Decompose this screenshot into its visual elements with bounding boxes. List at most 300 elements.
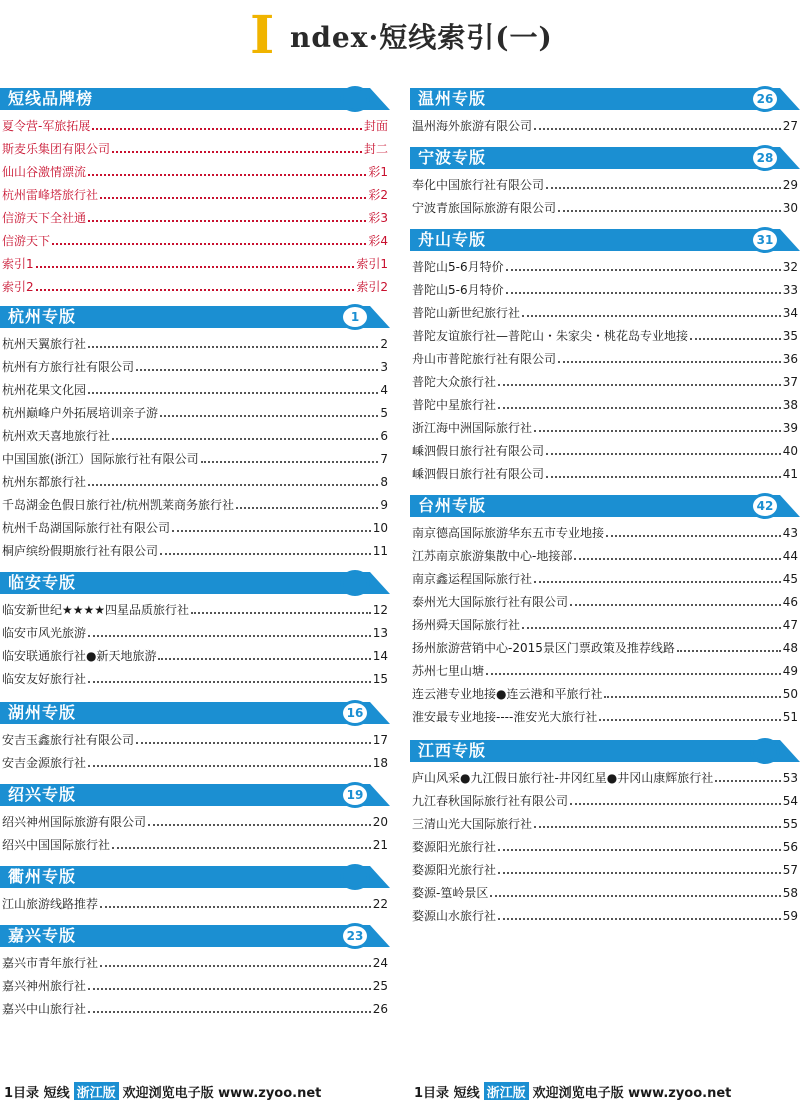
entry-name: 嵊泗假日旅行社有限公司 [412, 467, 545, 481]
leader-dots [604, 696, 780, 698]
entry-page: 29 [782, 177, 798, 192]
index-entry[interactable] [410, 659, 800, 682]
leader-dots [88, 681, 371, 683]
index-entry[interactable] [0, 728, 390, 751]
leader-dots [88, 484, 378, 486]
index-entry[interactable] [410, 114, 800, 137]
page-badge: 42 [750, 493, 780, 519]
index-entry[interactable] [0, 751, 390, 774]
index-entry[interactable] [410, 196, 800, 219]
section [0, 86, 390, 298]
footer-prefix: 1目录 短线 [4, 1085, 70, 1100]
leader-dots [558, 210, 781, 212]
entry-page: 43 [782, 525, 798, 540]
entry-page: 49 [782, 663, 798, 678]
leader-dots [498, 384, 781, 386]
title-text: ndex·短线索引(一) [290, 21, 553, 54]
entry-name: 临安联通旅行社●新天地旅游 [2, 649, 157, 663]
leader-dots [136, 742, 371, 744]
leader-dots [546, 476, 781, 478]
section-header [410, 493, 800, 517]
page-badge [340, 864, 370, 890]
section-header [0, 304, 390, 328]
section [410, 86, 800, 137]
leader-dots [599, 719, 780, 721]
leader-dots [88, 392, 378, 394]
index-entry[interactable] [0, 621, 390, 644]
section-header [0, 864, 390, 888]
section [410, 145, 800, 219]
entry-list [0, 951, 390, 1020]
entry-page: 50 [782, 686, 798, 701]
leader-dots [160, 415, 378, 417]
entry-page: 8 [380, 474, 388, 489]
index-entry[interactable] [410, 439, 800, 462]
leader-dots [112, 151, 362, 153]
entry-page: 34 [782, 305, 798, 320]
leader-dots [522, 627, 781, 629]
entry-name: 泰州光大国际旅行社有限公司 [412, 595, 569, 609]
section-header [410, 86, 800, 110]
entry-page: 索引1 [356, 257, 388, 271]
index-entry[interactable] [0, 275, 390, 298]
entry-page: 15 [372, 671, 388, 686]
index-entry[interactable] [410, 347, 800, 370]
page-badge: 28 [750, 145, 780, 171]
leader-dots [100, 965, 371, 967]
index-entry[interactable] [0, 206, 390, 229]
entry-page: 14 [372, 648, 388, 663]
entry-page: 30 [782, 200, 798, 215]
entry-page: 4 [380, 382, 388, 397]
entry-page: 12 [372, 602, 388, 617]
section [0, 570, 390, 690]
leader-dots [546, 187, 781, 189]
entry-name: 南京德高国际旅游华东五市专业地接 [412, 526, 605, 540]
entry-name: 嘉兴神州旅行社 [2, 979, 87, 993]
leader-dots [606, 535, 781, 537]
entry-page: 40 [782, 443, 798, 458]
page-badge: 1 [340, 304, 370, 330]
entry-page: 彩4 [368, 234, 388, 248]
entry-page: 7 [380, 451, 388, 466]
section-title: 短线品牌榜 [8, 89, 94, 108]
index-entry[interactable] [0, 974, 390, 997]
entry-page: 36 [782, 351, 798, 366]
leader-dots [92, 128, 362, 130]
entry-page: 53 [782, 770, 798, 785]
leader-dots [52, 243, 366, 245]
index-entry[interactable] [410, 766, 800, 789]
index-entry[interactable] [0, 667, 390, 690]
index-entry[interactable] [410, 324, 800, 347]
index-entry[interactable] [0, 401, 390, 424]
section-header [0, 923, 390, 947]
entry-name: 安吉玉鑫旅行社有限公司 [2, 733, 135, 747]
index-entry[interactable] [410, 682, 800, 705]
leader-dots [534, 430, 781, 432]
leader-dots [490, 895, 780, 897]
entry-page: 21 [372, 837, 388, 852]
section-title: 湖州专版 [8, 703, 77, 722]
entry-page: 44 [782, 548, 798, 563]
leader-dots [88, 988, 371, 990]
entry-name: 嵊泗假日旅行社有限公司 [412, 444, 545, 458]
entry-name: 杭州欢天喜地旅行社 [2, 429, 111, 443]
entry-name: 婺源-篁岭景区 [412, 886, 489, 900]
leader-dots [88, 765, 371, 767]
leader-dots [112, 438, 378, 440]
entry-page: 27 [782, 118, 798, 133]
entry-list [0, 728, 390, 774]
entry-name: 中国国旅(浙江）国际旅行社有限公司 [2, 452, 199, 466]
section-header [0, 782, 390, 806]
section [410, 227, 800, 485]
entry-page: 13 [372, 625, 388, 640]
entry-name: 浙江海中洲国际旅行社 [412, 421, 533, 435]
index-entry[interactable] [410, 812, 800, 835]
index-entry[interactable] [0, 493, 390, 516]
leader-dots [570, 803, 781, 805]
index-entry[interactable] [0, 355, 390, 378]
section [0, 782, 390, 856]
page-badge: 16 [340, 700, 370, 726]
section [0, 304, 390, 562]
section-header [0, 700, 390, 724]
entry-page: 10 [372, 520, 388, 535]
footer-left [4, 1082, 321, 1100]
index-entry[interactable] [0, 892, 390, 915]
entry-name: 杭州东都旅行社 [2, 475, 87, 489]
leader-dots [546, 453, 781, 455]
entry-name: 杭州雷峰塔旅行社 [2, 188, 99, 202]
leader-dots [534, 826, 781, 828]
leader-dots [677, 650, 781, 652]
index-entry[interactable] [410, 301, 800, 324]
entry-name: 普陀大众旅行社 [412, 375, 497, 389]
entry-page: 41 [782, 466, 798, 481]
index-entry[interactable] [0, 539, 390, 562]
section-title: 江西专版 [418, 741, 487, 760]
entry-list [410, 766, 800, 927]
entry-page: 58 [782, 885, 798, 900]
index-entry[interactable] [410, 370, 800, 393]
entry-name: 奉化中国旅行社有限公司 [412, 178, 545, 192]
entry-name: 江苏南京旅游集散中心-地接部 [412, 549, 573, 563]
leader-dots [88, 174, 366, 176]
entry-page: 46 [782, 594, 798, 609]
page-badge: 26 [750, 86, 780, 112]
leader-dots [558, 361, 781, 363]
entry-page: 45 [782, 571, 798, 586]
entry-name: 杭州千岛湖国际旅行社有限公司 [2, 521, 171, 535]
entry-name: 桐庐缤纷假期旅行社有限公司 [2, 544, 159, 558]
entry-name: 温州海外旅游有限公司 [412, 119, 533, 133]
section-header [410, 738, 800, 762]
index-entry[interactable] [410, 278, 800, 301]
entry-name: 婺源阳光旅行社 [412, 863, 497, 877]
index-entry[interactable] [410, 462, 800, 485]
entry-page: 47 [782, 617, 798, 632]
entry-name: 普陀友谊旅行社—普陀山・朱家尖・桃花岛专业地接 [412, 329, 689, 343]
index-entry[interactable] [0, 332, 390, 355]
entry-page: 封二 [363, 142, 388, 156]
leader-dots [522, 315, 781, 317]
index-entry[interactable] [0, 810, 390, 833]
leader-dots [534, 581, 781, 583]
entry-page: 25 [372, 978, 388, 993]
entry-name: 绍兴中国国际旅行社 [2, 838, 111, 852]
index-entry[interactable] [410, 705, 800, 728]
entry-page: 封面 [363, 119, 388, 133]
entry-page: 54 [782, 793, 798, 808]
leader-dots [486, 673, 781, 675]
index-entry[interactable] [0, 183, 390, 206]
index-entry[interactable] [410, 567, 800, 590]
right-column [410, 86, 800, 927]
entry-list [0, 810, 390, 856]
entry-list [410, 173, 800, 219]
page-title [0, 6, 800, 66]
entry-name: 婺源山水旅行社 [412, 909, 497, 923]
section [0, 864, 390, 915]
section-title: 宁波专版 [418, 148, 487, 167]
entry-list [0, 114, 390, 298]
entry-page: 33 [782, 282, 798, 297]
leader-dots [506, 269, 781, 271]
entry-page: 6 [380, 428, 388, 443]
section-title: 舟山专版 [418, 230, 487, 249]
section-header [410, 145, 800, 169]
page-badge [340, 570, 370, 596]
entry-page: 彩3 [368, 211, 388, 225]
page-badge [750, 738, 780, 764]
entry-name: 普陀山5-6月特价 [412, 283, 504, 297]
index-entry[interactable] [0, 160, 390, 183]
index-entry[interactable] [410, 255, 800, 278]
section-title: 衢州专版 [8, 867, 77, 886]
entry-page: 3 [380, 359, 388, 374]
entry-name: 斯麦乐集团有限公司 [2, 142, 111, 156]
footer-text: 欢迎浏览电子版 www.zyoo.net [532, 1085, 732, 1100]
entry-name: 嘉兴中山旅行社 [2, 1002, 87, 1016]
leader-dots [690, 338, 781, 340]
index-entry[interactable] [0, 644, 390, 667]
leader-dots [574, 558, 780, 560]
leader-dots [498, 918, 781, 920]
entry-name: 临安新世纪★★★★四星品质旅行社 [2, 603, 190, 617]
entry-name: 索引1 [2, 257, 34, 271]
entry-page: 9 [380, 497, 388, 512]
entry-page: 32 [782, 259, 798, 274]
leader-dots [160, 553, 371, 555]
section-title: 临安专版 [8, 573, 77, 592]
entry-name: 安吉金源旅行社 [2, 756, 87, 770]
entry-page: 彩1 [368, 165, 388, 179]
entry-name: 淮安最专业地接----淮安光大旅行社 [412, 710, 598, 724]
entry-page: 59 [782, 908, 798, 923]
leader-dots [136, 369, 378, 371]
index-entry[interactable] [410, 904, 800, 927]
section-title: 杭州专版 [8, 307, 77, 326]
entry-name: 杭州花果文化园 [2, 383, 87, 397]
entry-name: 婺源阳光旅行社 [412, 840, 497, 854]
index-entry[interactable] [410, 835, 800, 858]
entry-name: 扬州旅游营销中心-2015景区门票政策及推荐线路 [412, 641, 675, 655]
left-column [0, 86, 390, 1020]
leader-dots [570, 604, 781, 606]
footer-text: 欢迎浏览电子版 www.zyoo.net [122, 1085, 322, 1100]
entry-page: 彩2 [368, 188, 388, 202]
section [410, 493, 800, 728]
entry-name: 舟山市普陀旅行社有限公司 [412, 352, 557, 366]
entry-page: 17 [372, 732, 388, 747]
entry-name: 宁波青旅国际旅游有限公司 [412, 201, 557, 215]
index-entry[interactable] [410, 521, 800, 544]
leader-dots [506, 292, 781, 294]
entry-page: 索引2 [356, 280, 388, 294]
entry-name: 临安友好旅行社 [2, 672, 87, 686]
section [0, 923, 390, 1020]
leader-dots [498, 872, 781, 874]
index-entry[interactable] [410, 393, 800, 416]
index-entry[interactable] [410, 789, 800, 812]
entry-page: 38 [782, 397, 798, 412]
entry-name: 夏令营-军旅拓展 [2, 119, 91, 133]
entry-page: 18 [372, 755, 388, 770]
section [410, 738, 800, 927]
index-entry[interactable] [0, 470, 390, 493]
entry-name: 绍兴神州国际旅游有限公司 [2, 815, 147, 829]
section-header [0, 86, 390, 110]
entry-page: 56 [782, 839, 798, 854]
footer-prefix: 1目录 短线 [414, 1085, 480, 1100]
section [0, 700, 390, 774]
entry-name: 索引2 [2, 280, 34, 294]
entry-list [0, 892, 390, 915]
leader-dots [88, 1011, 371, 1013]
entry-name: 江山旅游线路推荐 [2, 897, 99, 911]
leader-dots [201, 461, 379, 463]
leader-dots [191, 612, 371, 614]
page-badge: 31 [750, 227, 780, 253]
entry-page: 2 [380, 336, 388, 351]
index-entry[interactable] [0, 997, 390, 1020]
entry-name: 杭州天翼旅行社 [2, 337, 87, 351]
index-entry[interactable] [0, 424, 390, 447]
entry-list [410, 521, 800, 728]
index-entry[interactable] [0, 252, 390, 275]
index-entry[interactable] [410, 636, 800, 659]
section-header [410, 227, 800, 251]
leader-dots [36, 266, 355, 268]
entry-name: 信游天下 [2, 234, 51, 248]
entry-page: 5 [380, 405, 388, 420]
section-title: 绍兴专版 [8, 785, 77, 804]
entry-name: 九江春秋国际旅行社有限公司 [412, 794, 569, 808]
entry-page: 39 [782, 420, 798, 435]
section-title: 温州专版 [418, 89, 487, 108]
index-entry[interactable] [410, 544, 800, 567]
title-initial: I [250, 5, 275, 66]
footer-right [414, 1082, 731, 1100]
leader-dots [100, 197, 366, 199]
section-title: 嘉兴专版 [8, 926, 77, 945]
entry-name: 千岛湖金色假日旅行社/杭州凯莱商务旅行社 [2, 498, 235, 512]
entry-page: 35 [782, 328, 798, 343]
entry-page: 24 [372, 955, 388, 970]
entry-name: 信游天下全社通 [2, 211, 87, 225]
entry-name: 普陀中星旅行社 [412, 398, 497, 412]
entry-name: 普陀山新世纪旅行社 [412, 306, 521, 320]
index-entry[interactable] [0, 114, 390, 137]
index-entry[interactable] [0, 447, 390, 470]
index-entry[interactable] [410, 590, 800, 613]
entry-page: 26 [372, 1001, 388, 1016]
index-entry[interactable] [0, 598, 390, 621]
section-header [0, 570, 390, 594]
entry-name: 南京鑫运程国际旅行社 [412, 572, 533, 586]
index-entry[interactable] [410, 173, 800, 196]
entry-page: 55 [782, 816, 798, 831]
index-entry[interactable] [0, 951, 390, 974]
leader-dots [172, 530, 371, 532]
entry-name: 临安市风光旅游 [2, 626, 87, 640]
footer-tag: 浙江版 [74, 1082, 119, 1100]
entry-name: 庐山风采●九江假日旅行社-井冈红星●井冈山康辉旅行社 [412, 771, 714, 785]
entry-page: 57 [782, 862, 798, 877]
entry-page: 48 [782, 640, 798, 655]
entry-name: 嘉兴市青年旅行社 [2, 956, 99, 970]
index-entry[interactable] [410, 613, 800, 636]
entry-page: 11 [372, 543, 388, 558]
entry-name: 杭州巅峰户外拓展培训亲子游 [2, 406, 159, 420]
page-badge: 23 [340, 923, 370, 949]
entry-name: 苏州七里山塘 [412, 664, 485, 678]
leader-dots [534, 128, 781, 130]
index-entry[interactable] [0, 516, 390, 539]
leader-dots [148, 824, 371, 826]
leader-dots [100, 906, 371, 908]
leader-dots [36, 289, 355, 291]
index-entry[interactable] [0, 833, 390, 856]
entry-name: 仙山谷激情漂流 [2, 165, 87, 179]
entry-page: 22 [372, 896, 388, 911]
entry-page: 37 [782, 374, 798, 389]
leader-dots [88, 635, 371, 637]
entry-list [410, 114, 800, 137]
entry-list [410, 255, 800, 485]
leader-dots [112, 847, 371, 849]
entry-name: 三清山光大国际旅行社 [412, 817, 533, 831]
leader-dots [88, 220, 366, 222]
index-entry[interactable] [410, 858, 800, 881]
index-entry[interactable] [410, 881, 800, 904]
entry-page: 51 [782, 709, 798, 724]
index-entry[interactable] [0, 378, 390, 401]
entry-list [0, 332, 390, 562]
leader-dots [715, 780, 780, 782]
entry-name: 杭州有方旅行社有限公司 [2, 360, 135, 374]
entry-name: 连云港专业地接●连云港和平旅行社 [412, 687, 603, 701]
entry-page: 20 [372, 814, 388, 829]
section-title: 台州专版 [418, 496, 487, 515]
entry-name: 扬州舜天国际旅行社 [412, 618, 521, 632]
index-entry[interactable] [0, 229, 390, 252]
index-entry[interactable] [410, 416, 800, 439]
entry-name: 普陀山5-6月特价 [412, 260, 504, 274]
index-entry[interactable] [0, 137, 390, 160]
